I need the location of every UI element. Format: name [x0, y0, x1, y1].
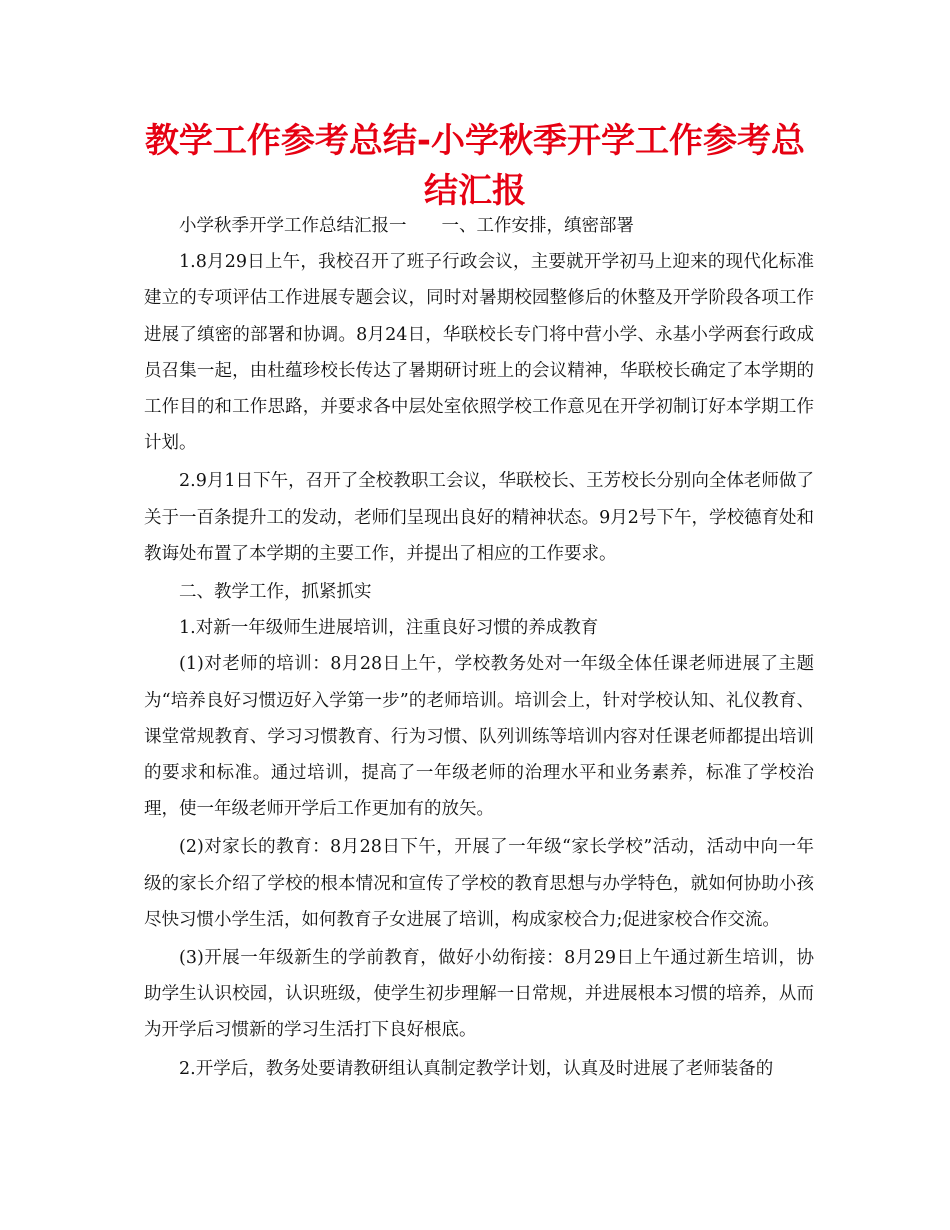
paragraph-preschool-education: (3)开展一年级新生的学前教育，做好小幼衔接：8月29日上午通过新生培训，协助学生认识校园，认识班级，使学生初步理解一日常规，并进展根本习惯的培养，从而为开学后习惯新的学习生活打下良好根底。: [144, 948, 814, 1041]
paragraph-intro: 小学秋季开学工作总结汇报一 一、工作安排，缜密部署: [179, 216, 634, 236]
paragraph-item-2: 2.9月1日下午，召开了全校教职工会议，华联校长、王芳校长分别向全体老师做了关于一百条提升工的发动，老师们呈现出良好的精神状态。9月2号下午，学校德育处和教诲处布置了本学期的主要工作，并提出了相应的工作要求。: [144, 471, 814, 564]
paragraph-item-teaching-plan: 2.开学后，教务处要请教研组认真制定教学计划，认真及时进展了老师装备的: [179, 1058, 774, 1079]
paragraph-item-1: 1.8月29日上午，我校召开了班子行政会议，主要就开学初马上迎来的现代化标准建立的专项评估工作进展专题会议，同时对暑期校园整修后的休整及开学阶段各项工作进展了缜密的部署和协调。8月24日，华联校长专门将中营小学、永基小学两套行政成员召集一起，由杜蕴珍校长传达了暑期研讨班上的会议精神，华联校长确定了本学期的工作目的和工作思路，并要求各中层处室依照学校工作意见在开学初制订好本学期工作计划。: [144, 252, 814, 454]
document-body: [144, 208, 814, 1087]
paragraph-teacher-training: (1)对老师的培训：8月28日上午，学校教务处对一年级全体任课老师进展了主题为“培养良好习惯迈好入学第一步”的老师培训。培训会上，针对学校认知、礼仪教育、课堂常规教育、学习习惯教育、行为习惯、队列训练等培训内容对任课老师都提出培训的要求和标准。通过培训，提高了一年级老师的治理水平和业务素养，标准了学校治理，使一年级老师开学后工作更加有的放矢。: [144, 654, 814, 820]
paragraph-subheading-training: 1.对新一年级师生进展培训，注重良好习惯的养成教育: [179, 618, 599, 639]
paragraph-parent-education: (2)对家长的教育：8月28日下午，开展了一年级“家长学校”活动，活动中向一年级的家长介绍了学校的根本情况和宣传了学校的教育思想与办学特色，就如何协助小孩尽快习惯小学生活，如何教育子女进展了培训，构成家校合力;促进家校合作交流。: [144, 837, 814, 930]
section-heading-teaching: 二、教学工作，抓紧抓实: [179, 582, 372, 603]
document-title: 教学工作参考总结-小学秋季开学工作参考总结汇报: [144, 121, 806, 211]
